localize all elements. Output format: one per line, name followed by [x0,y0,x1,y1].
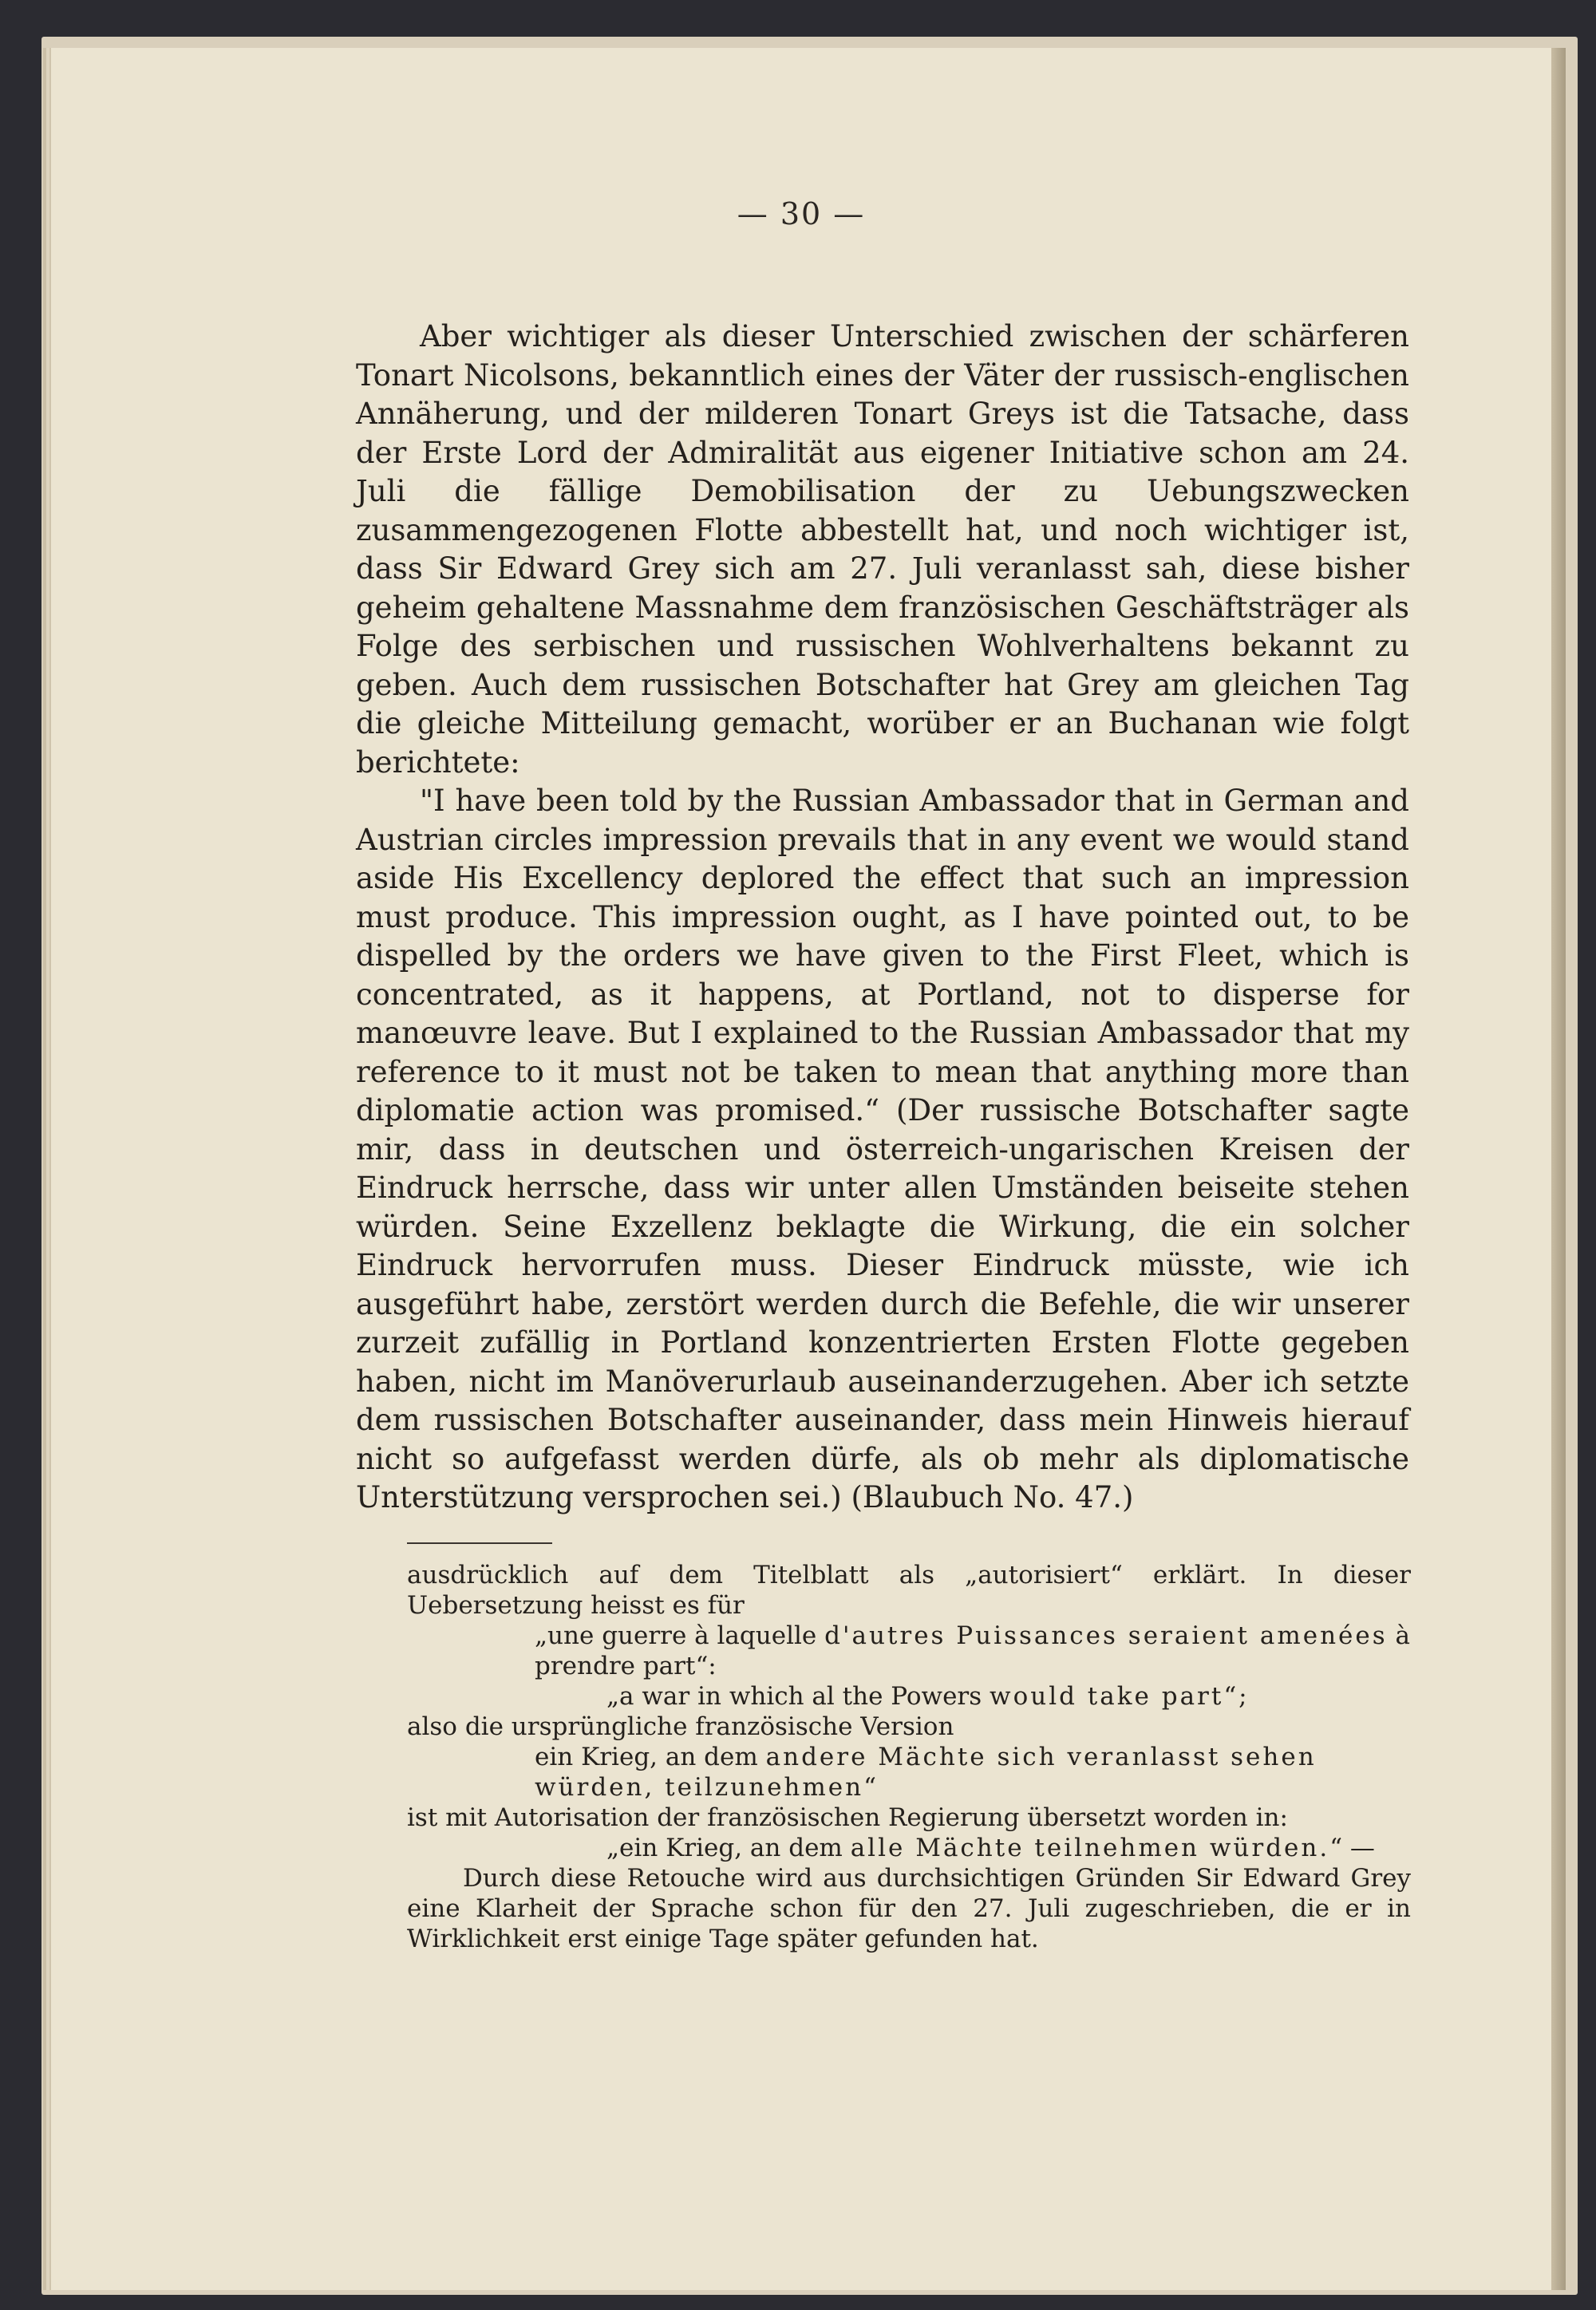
paragraph-2-quotation: "I have been told by the Russian Ambassador that in German and Austrian circles impression prevails that in any event we would stand aside His Excellency deplored the effect that such an impression must produce. This impression ought, as I have pointed out, to be dispelled by the orders we have given to the First Fleet, which is concentrated, as it happens, at Portland, not to disperse for manœuvre leave. But I explained to the Russian Ambassador that my reference to it must not be taken to mean that anything more than diplomatie action was promised.“ (Der russische Botschafter sagte mir, dass in deutschen und österreich-ungarischen Kreisen der Eindruck herrsche, dass wir unter allen Umständen beiseite stehen würden. Seine Exzellenz beklagte die Wirkung, die ein solcher Eindruck hervorrufen muss. Dieser Eindruck müsste, wie ich ausgeführt habe, zerstört werden durch die Befehle, die wir unserer zurzeit zufällig in Portland konzentrierten Ersten Flotte gegeben haben, nicht im Manöverurlaub auseinanderzugehen. Aber ich setzte dem russischen Botschafter auseinander, dass mein Hinweis hierauf nicht so aufgefasst werden dürfe, als ob mehr als diplomatische Unterstützung versprochen sei.) (Blaubuch No. 47.) [356,784,1409,1514]
footnote-quote-french-c: à prendre part“: [535,1621,1411,1680]
footnote-quote-german-original [535,1742,1411,1803]
footnote-quote-english [606,1681,1411,1712]
page-number: — 30 — [737,196,866,231]
footnote-separator [407,1542,552,1544]
footnote-quote-german-revised-c: “ — [1329,1834,1375,1862]
footnote-quote-german-original-a: ein Krieg, an dem [535,1743,758,1771]
footnote [407,1560,1411,1954]
page-edge [1551,48,1566,2290]
footnote-quote-french-a: „une guerre à laquelle [535,1621,817,1650]
footnote-quote-english-a: „a war in which al the Powers [606,1682,982,1711]
footnote-line-3: ist mit Autorisation der französischen Regierung übersetzt worden in: [407,1803,1288,1832]
footnote-line-1: ausdrücklich auf dem Titelblatt als „autorisiert“ erklärt. In dieser Uebersetzung heisst es für [407,1561,1411,1620]
footnote-quote-french [535,1621,1411,1681]
footnote-quote-german-revised [606,1833,1411,1863]
main-text [356,318,1409,1518]
footnote-quote-german-original-b: andere Mächte sich veranlasst sehen würden, teilzunehmen“ [535,1743,1317,1802]
footnote-quote-german-revised-a: „ein Krieg, an dem [606,1834,843,1862]
footnote-closing: Durch diese Retouche wird aus durchsichtigen Gründen Sir Edward Grey eine Klarheit der Sprache schon für den 27. Juli zugeschrieben, die er in Wirklichkeit erst einige Tage später gefunden hat. [407,1864,1411,1953]
footnote-quote-french-b: d'autres Puissances seraient amenées [824,1621,1388,1650]
footnote-quote-german-revised-b: alle Mächte teilnehmen würden. [850,1834,1330,1862]
book-page [51,48,1551,2290]
paragraph-1: Aber wichtiger als dieser Unterschied zwischen der schärferen Tonart Nicolsons, bekanntlich eines der Väter der russisch-englischen Annäherung, und der milderen Tonart Greys ist die Tatsache, dass der Erste Lord der Admiralität aus eigener Initiative schon am 24. Juli die fällige Demobilisation der zu Uebungszwecken zusammengezogenen Flotte abbestellt hat, und noch wichtiger ist, dass Sir Edward Grey sich am 27. Juli veranlasst sah, diese bisher geheim gehaltene Massnahme dem französischen Geschäftsträger als Folge des serbischen und russischen Wohlverhaltens bekannt zu geben. Auch dem russischen Botschafter hat Grey am gleichen Tag die gleiche Mitteilung gemacht, worüber er an Buchanan wie folgt berichtete: [356,319,1409,780]
footnote-quote-english-b: would take part“; [990,1682,1250,1711]
footnote-line-2: also die ursprüngliche französische Version [407,1712,954,1741]
